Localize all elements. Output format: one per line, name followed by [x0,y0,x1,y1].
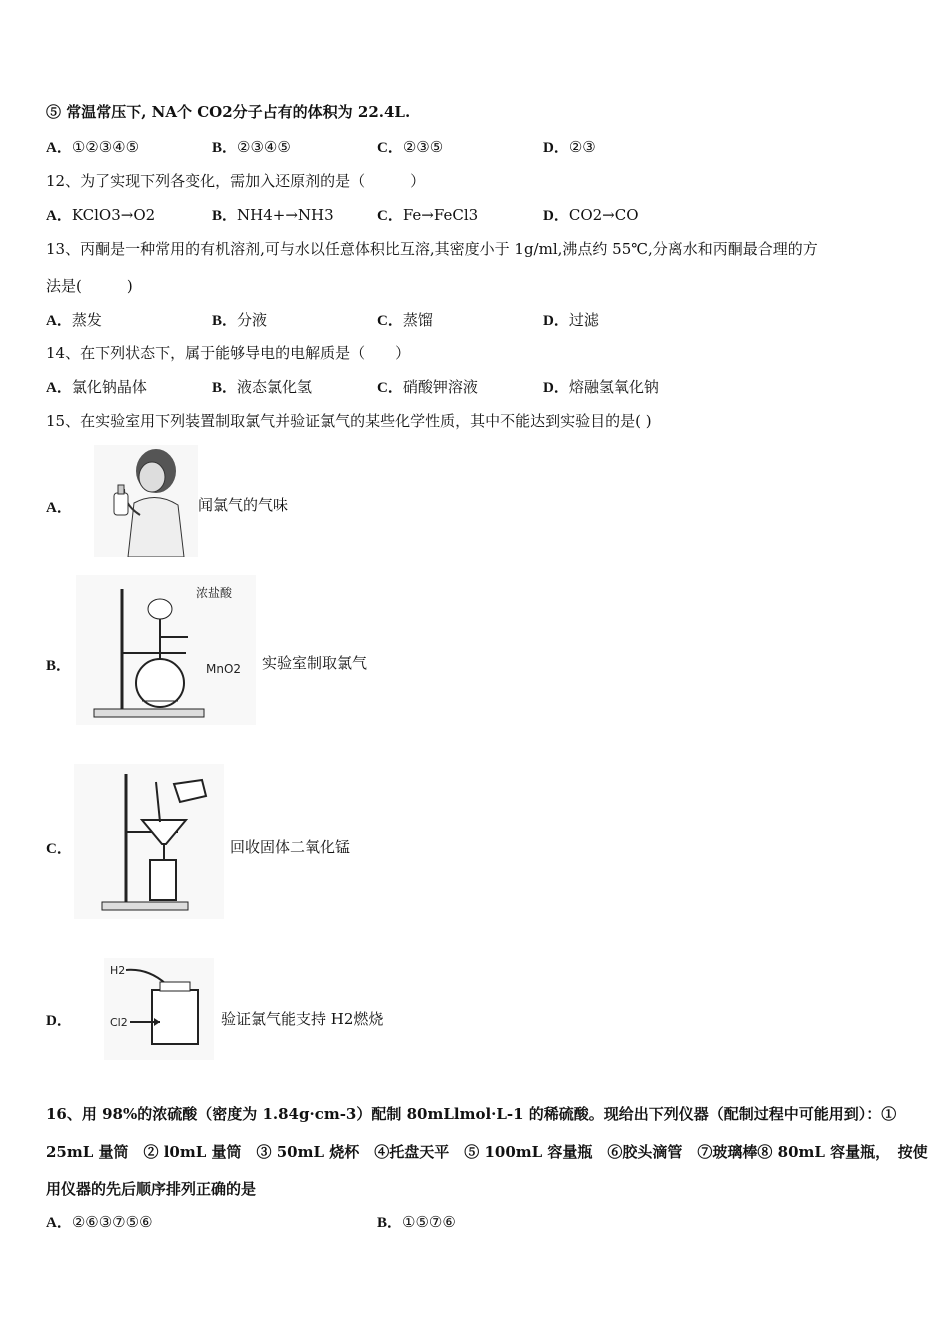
person-smelling-illustration [94,445,198,557]
q16-stem-line1: 16、用 98%的浓硫酸（密度为 1.84g·cm-3）配制 80mLlmol·L-1 的稀硫酸。现给出下列仪器（配制过程中可能用到）：① [46,1105,897,1123]
q15-option-b-caption: 实验室制取氯气 [262,654,368,672]
q13-option-b: B．分液 [212,311,268,329]
q13-option-a: A．蒸发 [46,311,102,329]
hydrogen-burning-in-chlorine-apparatus [104,958,214,1060]
q15-option-c-caption: 回收固体二氧化锰 [230,838,351,856]
q12-option-c: C．Fe→FeCl3 [377,206,479,224]
q15-option-d-letter: D． [46,1013,72,1029]
q15-option-a-caption: 闻氯气的气味 [198,496,289,514]
filtration-apparatus [74,764,224,919]
q11-option-c: C．②③⑤ [377,138,444,156]
q16-option-b: B．①⑤⑦⑥ [377,1213,456,1231]
q16-option-a: A．②⑥③⑦⑤⑥ [46,1213,153,1231]
q14-option-a: A．氯化钠晶体 [46,378,147,396]
q11-option-a: A．①②③④⑤ [46,138,140,156]
q12-option-b: B．NH4+→NH3 [212,206,334,224]
q16-stem-line3: 用仪器的先后顺序排列正确的是 [46,1180,257,1198]
q15-option-a-letter: A． [46,500,72,516]
q15-option-b-letter: B． [46,658,72,674]
fig-label-conc-hcl: 浓盐酸 [196,586,233,600]
q11-option-b: B．②③④⑤ [212,138,291,156]
q14-option-b: B．液态氯化氢 [212,378,313,396]
q15-option-d-caption: 验证氯气能支持 H2燃烧 [221,1010,384,1028]
q15-stem: 15、在实验室用下列装置制取氯气并验证氯气的某些化学性质，其中不能达到实验目的是( ) [46,412,652,430]
q11-item5: ⑤ 常温常压下, NA个 CO2分子占有的体积为 22.4L. [46,103,411,121]
q14-option-d: D．熔融氢氧化钠 [543,378,659,396]
q12-option-a: A．KClO3→O2 [46,206,156,224]
q13-stem-line2: 法是( ) [46,277,133,295]
q13-option-d: D．过滤 [543,311,599,329]
fig-label-cl2: Cl2 [110,1016,128,1029]
chlorine-generator-apparatus [76,575,256,725]
q12-option-d: D．CO2→CO [543,206,639,224]
q13-option-c: C．蒸馏 [377,311,433,329]
q12-stem: 12、为了实现下列各变化，需加入还原剂的是（ ） [46,172,426,190]
q13-stem-line1: 13、丙酮是一种常用的有机溶剂,可与水以任意体积比互溶,其密度小于 1g/ml,沸点约 55℃,分离水和丙酮最合理的方 [46,240,818,258]
fig-label-mno2: MnO2 [206,662,242,676]
fig-label-h2: H2 [110,964,126,977]
q16-stem-line2: 25mL 量筒 ② l0mL 量筒 ③ 50mL 烧杯 ④托盘天平 ⑤ 100mL 容量瓶 ⑥胶头滴管 ⑦玻璃棒⑧ 80mL 容量瓶， 按使 [46,1143,928,1161]
q14-stem: 14、在下列状态下，属于能够导电的电解质是（ ） [46,344,411,362]
q15-option-c-letter: C． [46,841,72,857]
q11-option-d: D．②③ [543,138,596,156]
q14-option-c: C．硝酸钾溶液 [377,378,478,396]
